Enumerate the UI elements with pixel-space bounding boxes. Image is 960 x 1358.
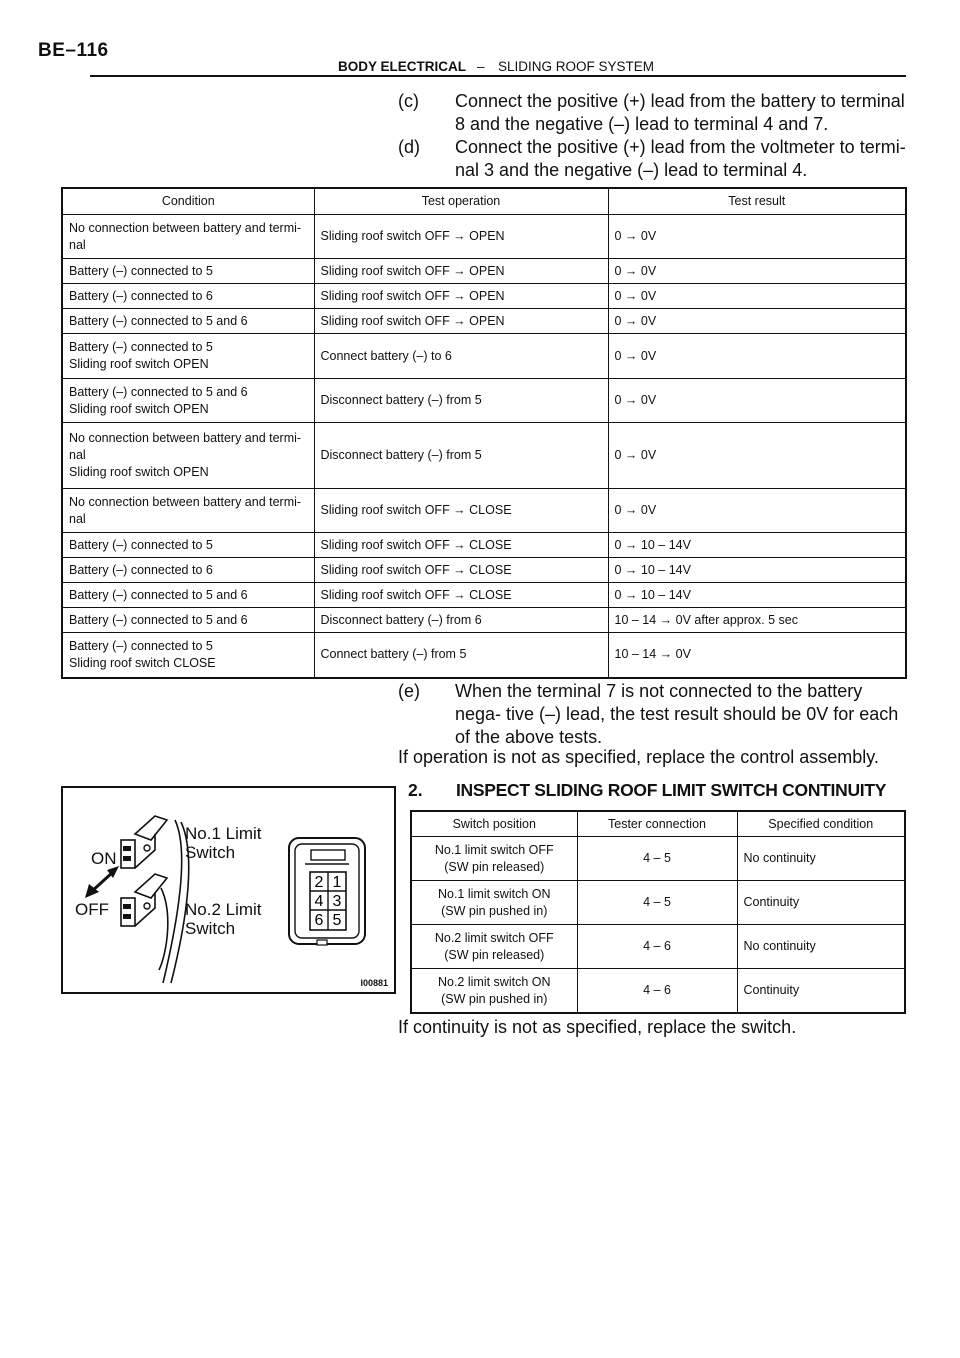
- switch-position-line1: No.2 limit switch ON: [437, 974, 551, 989]
- specified-condition-cell: Continuity: [737, 969, 905, 1014]
- specified-condition-cell: No continuity: [737, 925, 905, 969]
- continuity-table-header: [411, 811, 905, 837]
- result-cell: 0 → 10 – 14V: [608, 583, 906, 608]
- condition-cell: Battery (–) connected to 5 Sliding roof switch OPEN: [62, 334, 314, 379]
- limit-switch-1-drawing: [121, 816, 167, 868]
- operation-cell: Disconnect battery (–) from 6: [314, 608, 608, 633]
- condition-cell: Battery (–) connected to 5 and 6: [62, 608, 314, 633]
- header-separator: –: [477, 59, 485, 74]
- tester-connection-cell: 4 – 5: [577, 837, 737, 881]
- condition-cell: No connection between battery and termi- nal Sliding roof switch OPEN: [62, 423, 314, 489]
- table-row: [411, 837, 905, 881]
- figure-code: I00881: [360, 978, 388, 988]
- step-e-text: When the terminal 7 is not connected to the battery nega- tive (–) lead, the test result should be 0V for each of the above tests.: [455, 681, 899, 747]
- result-cell: 0 → 0V: [608, 489, 906, 533]
- operation-cell: Connect battery (–) from 5: [314, 633, 608, 678]
- test-table-header: [62, 188, 906, 215]
- condition-cell: Battery (–) connected to 5: [62, 259, 314, 284]
- col-header-specified-condition: Specified condition: [737, 811, 905, 837]
- condition-cell: Battery (–) connected to 6: [62, 558, 314, 583]
- table-row: [62, 284, 906, 309]
- no2-switch-label-line2: Switch: [185, 919, 236, 938]
- result-cell: 0 → 0V: [608, 334, 906, 379]
- operation-cell: Disconnect battery (–) from 5: [314, 379, 608, 423]
- switch-position-line1: No.1 limit switch ON: [437, 886, 551, 901]
- pin-label: 3: [332, 893, 342, 910]
- table-row: [62, 583, 906, 608]
- switch-position-line2: (SW pin released): [444, 947, 545, 962]
- section-2-number: 2.: [408, 780, 423, 800]
- condition-cell: No connection between battery and termi- nal: [62, 489, 314, 533]
- operation-cell: Sliding roof switch OFF → CLOSE: [314, 558, 608, 583]
- table-row: [411, 969, 905, 1014]
- limit-switch-2-drawing: [121, 874, 167, 926]
- condition-cell: Battery (–) connected to 5: [62, 533, 314, 558]
- limit-switch-figure: [61, 786, 396, 994]
- tester-connection-cell: 4 – 5: [577, 881, 737, 925]
- pin-label: 2: [314, 874, 324, 891]
- section-title: BODY ELECTRICAL: [338, 59, 467, 74]
- subsection-title: SLIDING ROOF SYSTEM: [498, 59, 655, 74]
- col-header-operation: Test operation: [314, 188, 608, 215]
- table-row: [62, 533, 906, 558]
- replace-switch-note: If continuity is not as specified, replace the switch.: [398, 1017, 797, 1037]
- table-row: [62, 489, 906, 533]
- condition-cell: Battery (–) connected to 5 Sliding roof switch CLOSE: [62, 633, 314, 678]
- table-row: [62, 423, 906, 489]
- result-cell: 0 → 0V: [608, 423, 906, 489]
- col-header-result: Test result: [608, 188, 906, 215]
- condition-cell: Battery (–) connected to 5 and 6: [62, 309, 314, 334]
- table-row: [411, 925, 905, 969]
- tester-connection-cell: 4 – 6: [577, 925, 737, 969]
- switch-position-line1: No.2 limit switch OFF: [434, 930, 554, 945]
- result-cell: 0 → 10 – 14V: [608, 558, 906, 583]
- table-row: [62, 379, 906, 423]
- col-header-tester-connection: Tester connection: [577, 811, 737, 837]
- specified-condition-cell: No continuity: [737, 837, 905, 881]
- operation-cell: Connect battery (–) to 6: [314, 334, 608, 379]
- condition-cell: Battery (–) connected to 6: [62, 284, 314, 309]
- table-row: [411, 881, 905, 925]
- pin-label: 4: [314, 893, 324, 910]
- pin-label: 1: [332, 874, 342, 891]
- step-c-label: (c): [398, 91, 419, 111]
- test-table: [61, 187, 907, 679]
- no2-switch-label: [185, 900, 262, 938]
- condition-cell: Battery (–) connected to 5 and 6: [62, 583, 314, 608]
- switch-position-line2: (SW pin pushed in): [441, 991, 548, 1006]
- switch-position-line1: No.1 limit switch OFF: [434, 842, 554, 857]
- arrow-icon: [85, 866, 119, 898]
- table-row: [62, 608, 906, 633]
- result-cell: 10 – 14 → 0V: [608, 633, 906, 678]
- operation-cell: Sliding roof switch OFF → CLOSE: [314, 489, 608, 533]
- on-label: ON: [91, 849, 117, 868]
- switch-position-cell: [411, 837, 577, 881]
- operation-cell: Sliding roof switch OFF → OPEN: [314, 309, 608, 334]
- result-cell: 0 → 0V: [608, 284, 906, 309]
- page-number: BE–116: [38, 40, 109, 61]
- col-header-condition: Condition: [62, 188, 314, 215]
- step-d-label: (d): [398, 137, 420, 157]
- result-cell: 0 → 10 – 14V: [608, 533, 906, 558]
- step-c-text: Connect the positive (+) lead from the battery to terminal 8 and the negative (–) lead to terminal 4 and 7.: [455, 91, 905, 134]
- switch-position-cell: [411, 925, 577, 969]
- tester-connection-cell: 4 – 6: [577, 969, 737, 1014]
- pin-label: 5: [332, 912, 342, 929]
- table-row: [62, 215, 906, 259]
- switch-position-line2: (SW pin pushed in): [441, 903, 548, 918]
- operation-cell: Sliding roof switch OFF → CLOSE: [314, 583, 608, 608]
- switch-position-line2: (SW pin released): [444, 859, 545, 874]
- step-d-text: Connect the positive (+) lead from the voltmeter to termi- nal 3 and the negative (–) lead to terminal 4.: [455, 137, 906, 180]
- table-row: [62, 309, 906, 334]
- header-rule: [90, 75, 906, 77]
- no1-switch-label: [185, 824, 262, 862]
- col-header-switch-position: Switch position: [411, 811, 577, 837]
- specified-condition-cell: Continuity: [737, 881, 905, 925]
- result-cell: 0 → 0V: [608, 259, 906, 284]
- table-row: [62, 334, 906, 379]
- operation-cell: Sliding roof switch OFF → OPEN: [314, 215, 608, 259]
- connector-drawing: [289, 838, 365, 945]
- operation-cell: Sliding roof switch OFF → OPEN: [314, 284, 608, 309]
- table-row: [62, 633, 906, 678]
- operation-cell: Sliding roof switch OFF → CLOSE: [314, 533, 608, 558]
- pin-label: 6: [314, 912, 324, 929]
- result-cell: 0 → 0V: [608, 379, 906, 423]
- no1-switch-label-line2: Switch: [185, 843, 236, 862]
- switch-position-cell: [411, 969, 577, 1014]
- condition-cell: Battery (–) connected to 5 and 6 Sliding roof switch OPEN: [62, 379, 314, 423]
- replace-control-note: If operation is not as specified, replace the control assembly.: [398, 747, 879, 767]
- limit-switch-illustration: [63, 788, 394, 992]
- table-row: [62, 558, 906, 583]
- condition-cell: No connection between battery and termi- nal: [62, 215, 314, 259]
- section-2-title: INSPECT SLIDING ROOF LIMIT SWITCH CONTINUITY: [456, 780, 887, 800]
- operation-cell: Sliding roof switch OFF → OPEN: [314, 259, 608, 284]
- result-cell: 10 – 14 → 0V after approx. 5 sec: [608, 608, 906, 633]
- result-cell: 0 → 0V: [608, 215, 906, 259]
- off-label: OFF: [75, 900, 109, 919]
- step-e-label: (e): [398, 681, 420, 701]
- result-cell: 0 → 0V: [608, 309, 906, 334]
- table-row: [62, 259, 906, 284]
- continuity-table: [410, 810, 906, 1014]
- no2-switch-label-line1: No.2 Limit: [185, 900, 262, 919]
- operation-cell: Disconnect battery (–) from 5: [314, 423, 608, 489]
- switch-position-cell: [411, 881, 577, 925]
- no1-switch-label-line1: No.1 Limit: [185, 824, 262, 843]
